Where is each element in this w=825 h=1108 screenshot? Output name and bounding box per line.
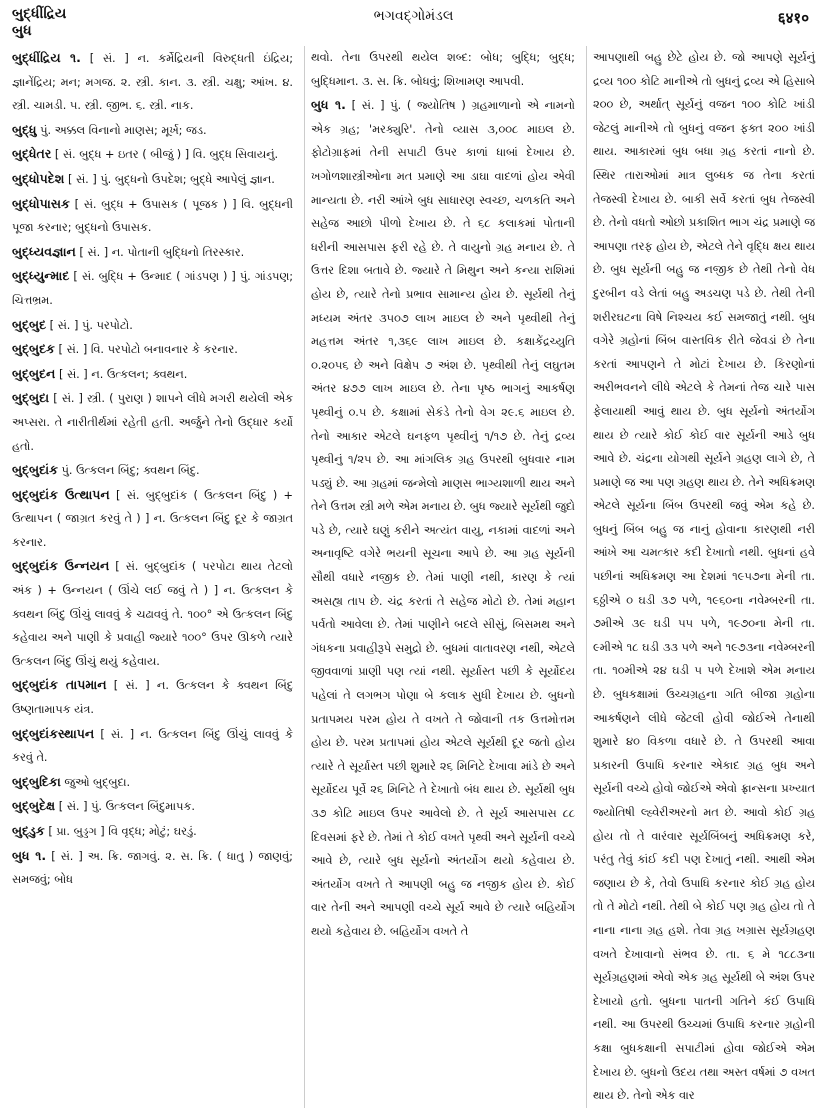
headword: બુદ્બુદાંક તાપમાન: [12, 677, 107, 693]
definition-text: પું. ઉત્કલન બિંદુ; ક્વથન બિંદુ.: [61, 464, 200, 478]
definition-text: [ સં. ] પું. પરપોટો.: [49, 318, 133, 332]
headword: બુદ્બુદક: [12, 341, 55, 357]
definition-text: [ સં. ] ન. ઉત્કલન; ક્વથન.: [58, 367, 188, 381]
definition-text: [ સં. ] પું. બુદ્ધનો ઉપદેશ; બુદ્ધે આપેલું જ્ઞાન.: [67, 172, 275, 186]
definition-text: [ સં. બુદ્ધિ + ઉન્માદ ( ગાંડપણ ) ] પું. ગાંડપણ; ચિત્તભ્રમ.: [12, 270, 294, 307]
dictionary-entry: [593, 46, 815, 1108]
dictionary-entry: [12, 337, 293, 362]
dictionary-entry: [12, 240, 293, 265]
dictionary-entry: [12, 264, 293, 312]
headword: બુદ્બુદાંક ઉન્નયન: [12, 558, 110, 574]
definition-text: [ સં. ] વિ. પરપોટો બનાવનાર કે કરનાર.: [58, 343, 238, 357]
headword: બુદ્બુદિકા: [12, 773, 61, 789]
definition-text: [ સં. ] સ્ત્રી. ( પુરાણ ) શાપને લીધે મગરી થયેલી એક અપ્સરા. તે નારીતીર્થમાં રહેતી હતી. અર્જુને તેનો ઉદ્ધાર કર્યો હતો.: [12, 392, 293, 453]
dictionary-entry: [12, 794, 293, 819]
column-2: [304, 46, 575, 1108]
definition-text: [ સં. બુદ્ધ + ઉપાસક ( પૂજક ) ] વિ. બુદ્ધની પૂજા કરનાર; બુદ્ધનો ઉપાસક.: [12, 197, 294, 235]
headword: બુદ્ધેતર: [12, 146, 52, 162]
headword: બુદ્ધ્યવજ્ઞાન: [12, 243, 76, 259]
dictionary-entry: [311, 93, 575, 943]
page-title: ભગવદ્ગોમંડલ: [373, 8, 454, 24]
headword: બુદ્બુદાંક ઉત્થાપન: [12, 486, 110, 502]
page-header: [12, 6, 815, 46]
headword: બુદ્બુદન: [12, 365, 56, 381]
definition-text: [ સં. બુદ્બુદાંક ( ઉત્કલન બિંદુ ) + ઉત્થાપન ( જાગ્રત કરવું તે ) ] ન. ઉત્કલન બિંદુ દૂર કે જાગ્રત કરનાર.: [12, 488, 294, 549]
headword: બુદ્ધોપાસક: [12, 195, 70, 211]
definition-text: આપણાથી બહુ છેટે હોય છે. જો આપણે સૂર્યનું દ્રવ્ય ૧૦૦ કોટિ માનીએ તો બુધનું દ્રવ્ય એ હિસાબે ૨૦૦ છે, અર્થાત્ સૂર્યનું વજન ૧૦૦ કોટિ ખાંડી જેટલું માનીએ તો બુધનું વજન ફક્ત ૨૦૦ ખાંડી થાય. આકારમાં બુધ બધા ગ્રહ કરતાં નાનો છે. સ્થિર તારાઓમાં માત્ર લુબ્ધક જ તેના કરતાં તેજસ્વી દેખાય છે. બાકી સર્વે કરતાં બુધ તેજસ્વી છે. તેનો વધતો ઓછો પ્રકાશિત ભાગ ચંદ્ર પ્રમાણે જ આપણા તરફ હોય છે, એટલે તેને વૃદ્ધિ ક્ષય થાય છે. બુધ સૂર્યની બહુ જ નજીક છે તેથી તેનો વેધ દુરબીન વડે લેતાં બહુ અડચણ પડે છે. તેથી તેની શરીરઘટના વિષે નિશ્ચય કઈ સમજાતું નથી. બુધ વગેરે ગ્રહોનાં બિંબ વાસ્તવિક રીતે જેવડાં છે તેના કરતાં આપણને તે મોટાં દેખાય છે. કિરણોનાં અરીભવનને લીધે એટલે કે તેમનાં તેજ ચારે પાસ ફેલાયાથી આવું થાય છે. બુધ સૂર્યનો અંતર્યોગ થાય છે ત્યારે કોઈ કોઈ વાર સૂર્યની આડે બુધ આવે છે. ચંદ્રના યોગથી સૂર્યને ગ્રહણ લાગે છે, તે પ્રમાણે જ આ પણ ગ્રહણ થાય છે. તેને અધિક્રમણ એટલે સૂર્યના બિંબ ઉપરથી જવું એમ કહે છે. બુધનું બિંબ બહુ જ નાનું હોવાના કારણથી નરી આંખે આ ચમત્કાર કદી દેખાતો નથી. બુધનાં હવે પછીનાં અધિક્રમણ આ દેશમાં ૧૯૫૭ના મેની તા. ૬ઠ્ઠીએ ૦ ઘડી ૩૭ પળે, ૧૯૬૦ના નવેમ્બરની તા. ૭મીએ ૩૯ ઘડી ૫૫ પળે, ૧૯૭૦ના મેની તા. ૯મીએ ૧૮ ઘડી ૩૩ પળે અને ૧૯૭૩ના નવેમ્બરની તા. ૧૦મીએ ૨૪ ઘડી ૫ પળે દેખાશે એમ મનાય છે. બુધકક્ષામાં ઉચ્ચગ્રહના ગતિ બીજા ગ્રહોના આકર્ષણને લીધે જેટલી હોવી જોઈએ તેનાથી શુમારે ૪૦ વિકળા વધારે છે. તે ઉપરથી આવા પ્રકારની ઉપાધિ કરનાર એકાદ ગ્રહ બુધ અને સૂર્યની વચ્ચે હોવો જોઈએ એવો ફ્રાન્સના પ્રખ્યાત જ્યોતિષી લ્હ્વેરીઅરનો મત છે. આવો કોઈ ગ્રહ હોય તો તે વારંવાર સૂર્યબિંબનું અધિક્રમણ કરે, પરંતુ તેવું કાંઈ કદી પણ દેખાતું નથી. આથી એમ જણાય છે કે, તેવો ઉપાધિ કરનાર કોઈ ગ્રહ હોય તો તે મોટો નથી. તેથી બે કોઈ પણ ગ્રહ હોય તો તે નાના નાના ગ્રહ હશે. તેવા ગ્રહ ખગ્રાસ સૂર્યગ્રહણ વખતે દેખાવાનો સંભવ છે. તા. ૬ મે ૧૮૮૩ના સૂર્યગ્રહણમાં એવો એક ગ્રહ સૂર્યથી બે અંશ ઉપર દેખાયો હતો. બુધના પાતની ગતિને કંઈ ઉપાધિ નથી. આ ઉપરથી ઉચ્ચમાં ઉપાધિ કરનાર ગ્રહોની કક્ષા બુધકક્ષાની સપાટીમાં હોવા જોઈએ એમ દેખાય છે. બુધનો ઉદય તથા અસ્ત વર્ષમાં ૭ વખત થાય છે. તેનો એક વાર: [593, 51, 815, 1103]
dictionary-entry: [12, 844, 293, 892]
dictionary-entry: [12, 819, 293, 844]
dictionary-entry: [12, 722, 293, 770]
headword: બુદ્ધુ: [12, 121, 37, 137]
headword: બુદ્બુદ: [12, 316, 47, 332]
column-3: [586, 46, 815, 1108]
headword: બુદ્બુદાંક: [12, 462, 58, 478]
headword: બુધ ૧.: [311, 97, 346, 113]
definition-text: જુઓ બુદ્બુદા.: [64, 775, 131, 789]
headword: બુદ્બુદાંકસ્થાપન: [12, 725, 95, 741]
dictionary-entry: [12, 386, 293, 458]
guide-word-first: બુદ્ધીંદ્રિય: [12, 6, 67, 22]
dictionary-entry: [12, 118, 293, 143]
headword: બુદ્ધોપદેશ: [12, 170, 65, 186]
definition-text: [ સં. બુદ્ધ + ઇતર ( બીજું ) ] વિ. બુદ્ધ સિવાયનું.: [54, 148, 279, 162]
headword: બુદ્ધીંદ્રિય ૧.: [12, 50, 81, 65]
dictionary-entry: [12, 673, 293, 721]
dictionary-entry: [12, 192, 293, 240]
definition-text: [ સં. બુદ્બુદાંક ( પરપોટા થાય તેટલો અંક ) + ઉન્નયન ( ઊંચે લઈ જવું તે ) ] ન. ઉત્કલન કે ક્વથન બિંદુ ઊંચું લાવવું કે ચઢાવવું તે. ૧૦૦° એ ઉત્કલન બિંદુ કહેવાય અને પાણી કે પ્રવાહી જ્યારે ૧૦૦° ઉપર ઊકળે ત્યારે ઉત્કલન બિંદુ ઊંચું થયું કહેવાય.: [12, 560, 293, 668]
dictionary-entry: [12, 313, 293, 338]
headword: બુદ્ડુક: [12, 823, 45, 838]
page-number: ६४१०: [777, 9, 809, 27]
headword: બુદ્બુદા: [12, 390, 50, 406]
definition-text: થવો. તેના ઉપરથી થયેલ શબ્દ: બોધ; બુદ્ધિ; બુદ્ધ; બુદ્ધિમાન. ૩. સ. ક્રિ. બોધવું; શિખામણ આપવી.: [311, 51, 575, 88]
headword: બુધ ૧.: [12, 847, 47, 863]
dictionary-entry: [12, 483, 293, 555]
dictionary-entry: [12, 554, 293, 673]
definition-text: પું. અક્કલ વિનાનો માણસ; મૂર્ખ; જડ.: [40, 123, 207, 137]
dictionary-entry: [12, 770, 293, 795]
definition-text: [ સં. ] ન. ઉત્કલન કે ક્વથન બિંદુ ઉષ્ણતામાપક યંત્ર.: [12, 679, 294, 717]
definition-text: [ સં. ] ન. પોતાની બુદ્ધિનો તિરસ્કાર.: [79, 245, 245, 259]
headword: બુદ્બુદેક્ષ: [12, 798, 56, 814]
definition-text: [ પ્રા. બુડ્ડગ ] વિ વૃદ્ધ; મોટું; ઘરડું.: [48, 825, 197, 838]
headword: બુદ્ધ્યુન્માદ: [12, 268, 70, 284]
guide-word-last: બુધ: [12, 23, 32, 39]
definition-text: [ સં. ] અ. ક્રિ. જાગવું. ૨. સ. ક્રિ. ( ધાતુ ) જાણવું; સમજવું; બોધ: [12, 849, 293, 887]
text-columns: [12, 46, 815, 1103]
dictionary-entry: [12, 362, 293, 387]
definition-text: [ સં. ] પું. ( જ્યોતિષ ) ગ્રહમાળાનો એ નામનો એક ગ્રહ; 'મરક્યુરિ'. તેનો વ્યાસ ૩,૦૦૮ માઇલ છે. ફોટોગ્રાફમાં તેની સપાટી ઉપર કાળાં ધાબાં દેખાય છે. ખગોળશાસ્ત્રીઓના મત પ્રમાણે આ ડાઘા વાદળાં હોય એવી માન્યતા છે. નરી આંખે બુધ સાધારણ સ્વચ્છ, ચળકતિ અને સહેજ આછો પીળો દેખાય છે. તે ૬૮ કલાકમાં પોતાની ધરીની આસપાસ ફરી રહે છે. તે વાયુનો ગ્રહ મનાય છે. તે ઉત્તર દિશા બતાવે છે. જ્યારે તે મિથુન અને કન્યા રાશિમાં હોય છે, ત્યારે તેનો પ્રભાવ સામાન્ય હોય છે. સૂર્યથી તેનું મધ્યમ અંતર ૩૫૦૭ લાખ માઇલ છે અને પૃથ્વીથી તેનું મહત્તમ અંતર ૧,૩૬૯ લાખ માઇલ છે. કક્ષાકેંદ્રચ્યુતિ ૦.૨૦૫૬ છે અને વિક્ષેપ ૭ અંશ છે. પૃથ્વીથી તેનું લઘુતમ અંતર ૪૭૭ લાખ માઇલ છે. તેના પૃષ્ઠ ભાગનું આકર્ષણ પૃથ્વીનું ૦.૫ છે. કક્ષામાં સેકંડે તેનો વેગ ૨૯.૬ માઇલ છે. તેનો આકાર એટલે ઘનફળ પૃથ્વીનું ૧/૧૭ છે. તેનું દ્રવ્ય પૃથ્વીનું ૧/૨૫ છે. આ માંગલિક ગ્રહ ઉપરથી બુધવાર નામ પડ્યું છે. આ ગ્રહમાં જન્મેલો માણસ ભાગ્યશાળી થાય અને તેને ઉત્તમ સ્ત્રી મળે એમ મનાય છે. બુધ જ્યારે સૂર્યથી જુદો પડે છે, ત્યારે ઘણું કરીને અત્યંત વાયુ, નકામાં વાદળાં અને અનાવૃષ્ટિ વગેરે ભયની સૂચના આપે છે. આ ગ્રહ સૂર્યની સૌથી વધારે નજીક છે. તેમાં પાણી નથી, કારણ કે ત્યાં અસહ્ય તાપ છે. ચંદ્ર કરતાં તે સહેજ મોટો છે. તેમાં મહાન પર્વતો આવેલા છે. તેમાં પાણીને બદલે સીસું, બિસમથ અને ગંધકના પ્રવાહીરૂપે સમુદ્રો છે. બુધમાં વાતાવરણ નથી, એટલે જીવવાળાં પ્રાણી પણ ત્યાં નથી. સૂર્યાસ્ત પછી કે સૂર્યોદય પહેલાં તે લગભગ પોણા બે કલાક સુધી દેખાય છે. બુધનો પ્રતાપમય પરમ હોય તે વખતે તે જોવાની તક ઉત્તમોત્તમ હોય છે. પરમ પ્રતાપમાં હોય એટલે સૂર્યથી દૂર જતો હોય ત્યારે તે સૂર્યાસ્ત પછી શુમારે ૨૬ મિનિટે દેખાવા માંડે છે અને સૂર્યોદય પૂર્વે ૨૬ મિનિટે તે દેખાતો બંધ થાય છે. સૂર્યથી બુધ ૩૭ કોટિ માઇલ ઉપર આવેલો છે. તે સૂર્ય આસપાસ ૮૮ દિવસમાં ફરે છે. તેમાં તે કોઈ વખતે પૃથ્વી અને સૂર્યની વચ્ચે આવે છે, ત્યારે બુધ સૂર્યનો અંતર્યોગ થયો કહેવાય છે. અંતર્યોગ વખતે તે આપણી બહુ જ નજીક હોય છે. કોઈ વાર તેની અને આપણી વચ્ચે સૂર્ય આવે છે ત્યારે બહિર્યોગ થયો કહેવાય છે. બહિર્યોગ વખતે તે: [311, 99, 575, 938]
definition-text: [ સં. ] ન. ઉત્કલન બિંદુ ઊંચું લાવવું કે કરવું તે.: [12, 727, 293, 765]
definition-text: [ સં. ] ન. કર્મેદ્રિયની વિરુદ્ધતી ઇંદ્રિય; જ્ઞાનેંદ્રિય; મન; મગજ. ૨. સ્ત્રી. કાન. ૩. સ્ત્રી. ચક્ષુ; આંખ. ૪. સ્ત્રી. ચામડી. ૫. સ્ત્રી. જીભ. ૬. સ્ત્રી. નાક.: [12, 52, 294, 113]
dictionary-entry: [12, 142, 293, 167]
dictionary-entry: [12, 167, 293, 192]
dictionary-entry: [12, 458, 293, 483]
dictionary-entry: [12, 46, 293, 118]
dictionary-entry: [311, 46, 575, 93]
definition-text: [ સં. ] પું. ઉત્કલન બિંદુમાપક.: [58, 800, 195, 814]
column-1: [12, 46, 293, 1108]
